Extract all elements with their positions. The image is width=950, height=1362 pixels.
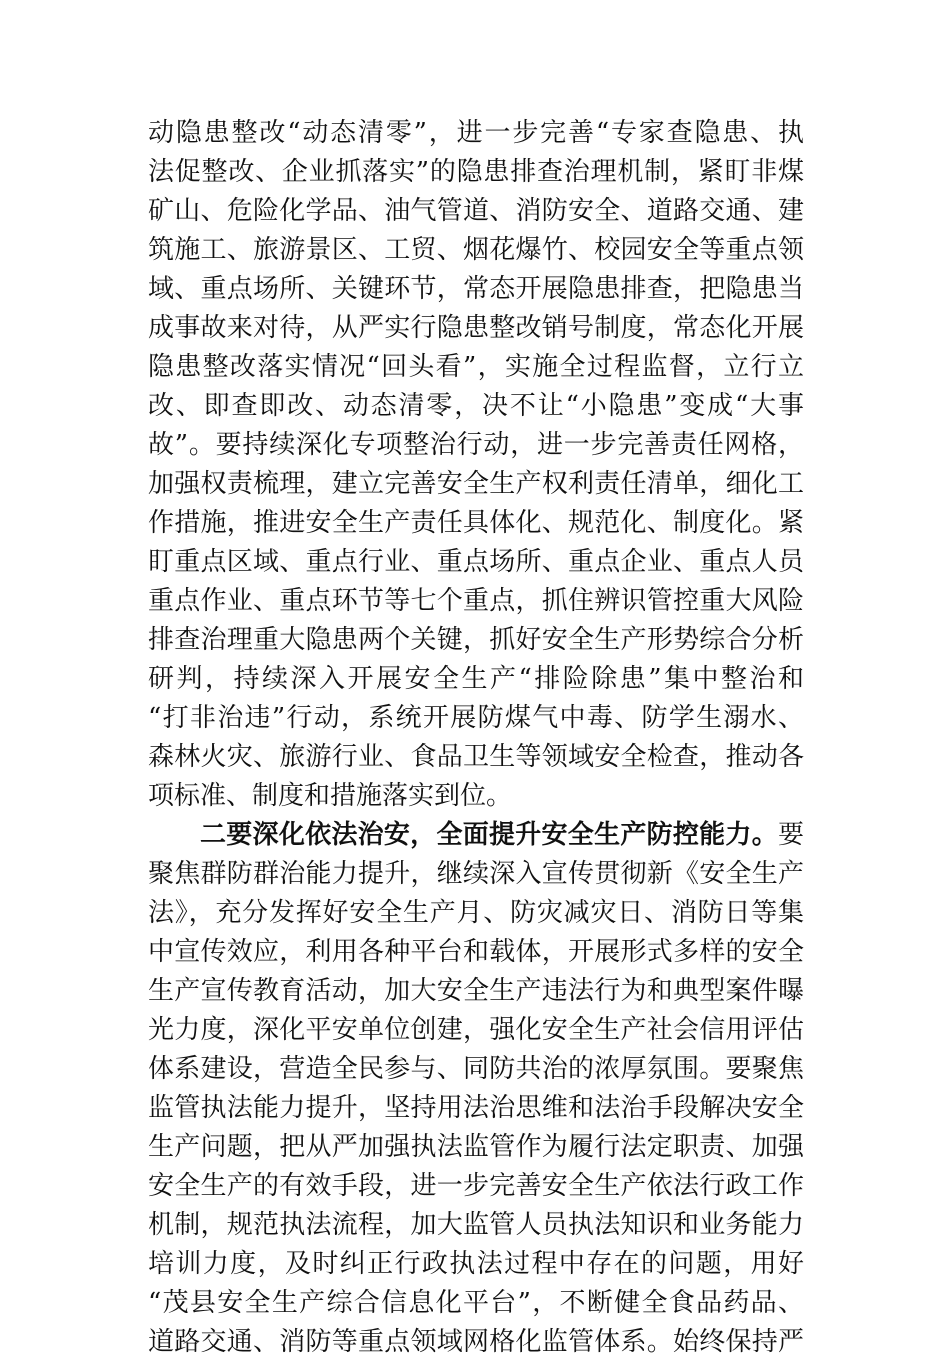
text-line: 体系建设，营造全民参与、同防共治的浓厚氛围。要聚焦 [148,1054,804,1084]
text-line: 安全生产的有效手段，进一步完善安全生产依法行政工作 [148,1171,804,1201]
text-line: 作措施，推进安全生产责任具体化、规范化、制度化。紧 [148,508,804,538]
text-line: 道路交通、消防等重点领域网格化监管体系。始终保持严 [148,1327,804,1357]
text-line: 培训力度，及时纠正行政执法过程中存在的问题，用好 [148,1249,804,1279]
text-line: 生产问题，把从严加强执法监管作为履行法定职责、加强 [148,1132,804,1162]
text-line: 项标准、制度和措施落实到位。 [148,781,513,811]
text-line: 成事故来对待，从严实行隐患整改销号制度，常态化开展 [148,313,804,343]
text-line: 中宣传效应，利用各种平台和载体，开展形式多样的安全 [148,937,804,967]
text-line: 监管执法能力提升，坚持用法治思维和法治手段解决安全 [148,1093,804,1123]
text-line: 盯重点区域、重点行业、重点场所、重点企业、重点人员 [148,547,804,577]
text-line: 聚焦群防群治能力提升，继续深入宣传贯彻新《安全生产 [148,859,804,889]
text-line: 筑施工、旅游景区、工贸、烟花爆竹、校园安全等重点领 [148,235,804,265]
text-line: 隐患整改落实情况“回头看”，实施全过程监督，立行立 [148,352,804,382]
paragraph-heading-line [148,816,804,855]
text-line: 机制，规范执法流程，加大监管人员执法知识和业务能力 [148,1210,804,1240]
text-line: 光力度，深化平安单位创建，强化安全生产社会信用评估 [148,1015,804,1045]
text-line: 域、重点场所、关键环节，常态开展隐患排查，把隐患当 [148,274,804,304]
text-line: 森林火灾、旅游行业、食品卫生等领域安全检查，推动各 [148,742,804,772]
text-line: 重点作业、重点环节等七个重点，抓住辨识管控重大风险 [148,586,804,616]
text-line: 法促整改、企业抓落实”的隐患排查治理机制，紧盯非煤 [148,157,804,187]
text-line: 动隐患整改“动态清零”，进一步完善“专家查隐患、执 [148,118,804,148]
body-text [148,114,804,1362]
text-line: 加强权责梳理，建立完善安全生产权利责任清单，细化工 [148,469,804,499]
text-line: 改、即查即改、动态清零，决不让“小隐患”变成“大事 [148,391,804,421]
text-line: “茂县安全生产综合信息化平台”，不断健全食品药品、 [148,1288,804,1318]
text-line: 排查治理重大隐患两个关键，抓好安全生产形势综合分析 [148,625,804,655]
section-heading: 二要深化依法治安，全面提升安全生产防控能力。 [200,820,778,850]
text-line: 矿山、危险化学品、油气管道、消防安全、道路交通、建 [148,196,804,226]
text-line: 故”。要持续深化专项整治行动，进一步完善责任网格， [148,430,804,460]
text-line: 研判，持续深入开展安全生产“排险除患”集中整治和 [148,664,804,694]
text-line: 生产宣传教育活动，加大安全生产违法行为和典型案件曝 [148,976,804,1006]
heading-line-rest: 要 [777,820,804,850]
text-line: “打非治违”行动，系统开展防煤气中毒、防学生溺水、 [148,703,804,733]
text-line: 法》，充分发挥好安全生产月、防灾减灾日、消防日等集 [148,898,804,928]
